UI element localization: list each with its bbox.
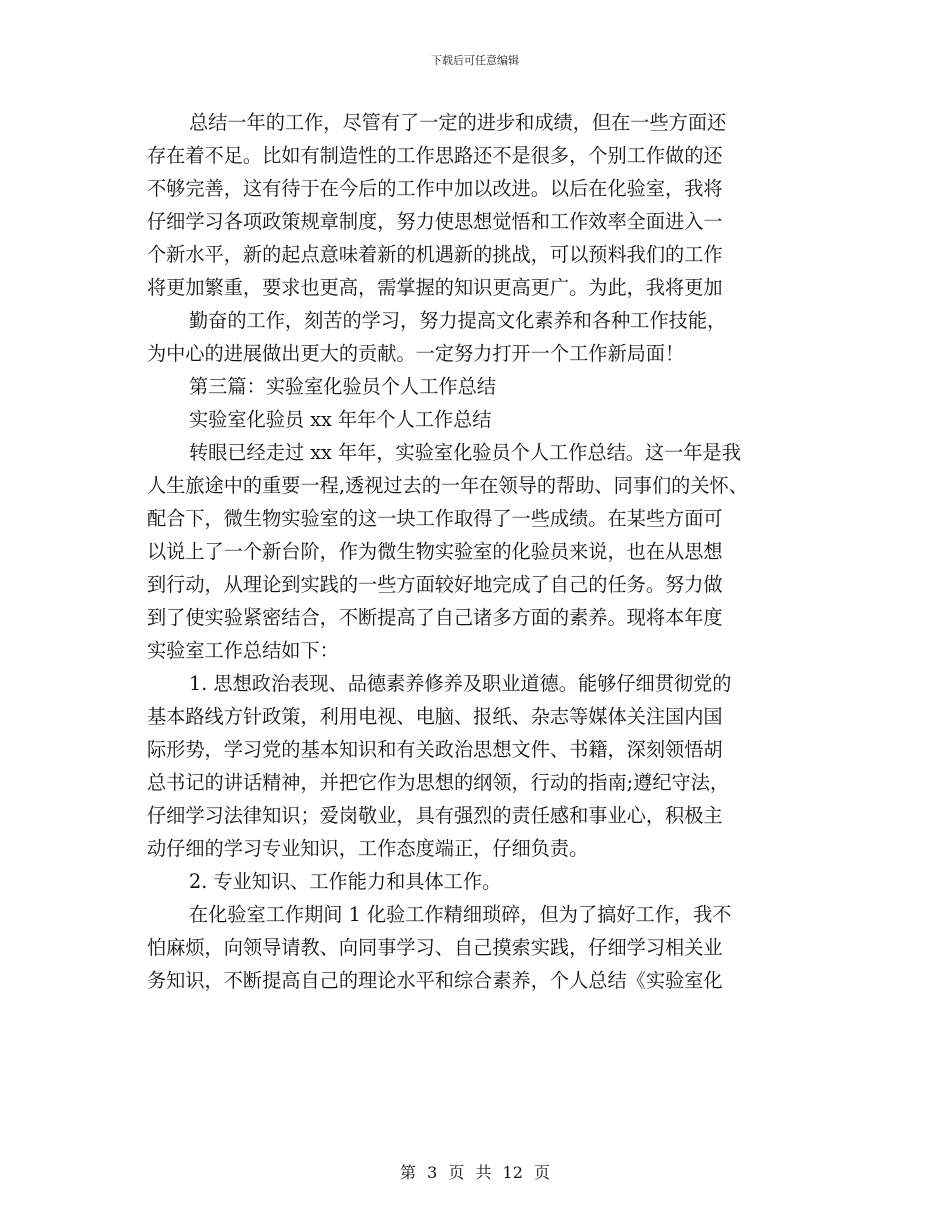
text-line: 将更加繁重，要求也更高，需掌握的知识更高更广。为此，我将更加 [147, 276, 723, 299]
text-line: 以说上了一个新台阶，作为微生物实验室的化验员来说，也在从思想 [147, 540, 723, 563]
text-line: 不够完善，这有待于在今后的工作中加以改进。以后在化验室，我将 [147, 177, 723, 200]
text-line: 总书记的讲话精神，并把它作为思想的纲领，行动的指南;遵纪守法， [147, 771, 730, 794]
text-line: 实验室工作总结如下： [147, 639, 339, 662]
text-line: 基本路线方针政策，利用电视、电脑、报纸、杂志等媒体关注国内国 [147, 705, 723, 728]
text-line: 1. 思想政治表现、品德素养修养及职业道德。能够仔细贯彻党的 [189, 672, 732, 695]
text-line: 际形势，学习党的基本知识和有关政治思想文件、书籍，深刻领悟胡 [147, 738, 723, 761]
text-line: 怕麻烦，向领导请教、向同事学习、自己摸索实践，仔细学习相关业 [147, 936, 723, 959]
text-line: 个新水平，新的起点意味着新的机遇新的挑战，可以预料我们的工作 [147, 243, 723, 266]
text-line: 仔细学习各项政策规章制度，努力使思想觉悟和工作效率全面进入一 [147, 210, 723, 233]
text-line: 为中心的进展做出更大的贡献。一定努力打开一个工作新局面！ [147, 342, 685, 365]
page-footer: 第 3 页 共 12 页 [400, 1163, 550, 1182]
page-header: 下载后可任意编辑 [431, 54, 519, 67]
text-line: 到了使实验紧密结合，不断提高了自己诸多方面的素养。现将本年度 [147, 606, 723, 629]
text-line: 总结一年的工作，尽管有了一定的进步和成绩，但在一些方面还 [189, 111, 727, 134]
document-body [147, 106, 827, 997]
text-line: 存在着不足。比如有制造性的工作思路还不是很多，个别工作做的还 [147, 144, 723, 167]
text-line: 在化验室工作期间 1 化验工作精细琐碎，但为了搞好工作，我不 [189, 903, 732, 926]
text-line: 第三篇：实验室化验员个人工作总结 [189, 375, 496, 398]
text-line: 2. 专业知识、工作能力和具体工作。 [189, 870, 502, 893]
text-line: 实验室化验员 xx 年年个人工作总结 [189, 408, 492, 431]
text-line: 到行动，从理论到实践的一些方面较好地完成了自己的任务。努力做 [147, 573, 723, 596]
text-line: 务知识，不断提高自己的理论水平和综合素养，个人总结《实验室化 [147, 969, 723, 992]
text-line: 勤奋的工作，刻苦的学习，努力提高文化素养和各种工作技能， [189, 309, 727, 332]
text-line: 转眼已经走过 xx 年年，实验室化验员个人工作总结。这一年是我 [189, 441, 741, 464]
text-line: 人生旅途中的重要一程,透视过去的一年在领导的帮助、同事们的关怀、 [147, 474, 748, 497]
text-line: 仔细学习法律知识；爱岗敬业，具有强烈的责任感和事业心，积极主 [147, 804, 723, 827]
text-line: 配合下，微生物实验室的这一块工作取得了一些成绩。在某些方面可 [147, 507, 723, 530]
text-line: 动仔细的学习专业知识，工作态度端正，仔细负责。 [147, 837, 589, 860]
